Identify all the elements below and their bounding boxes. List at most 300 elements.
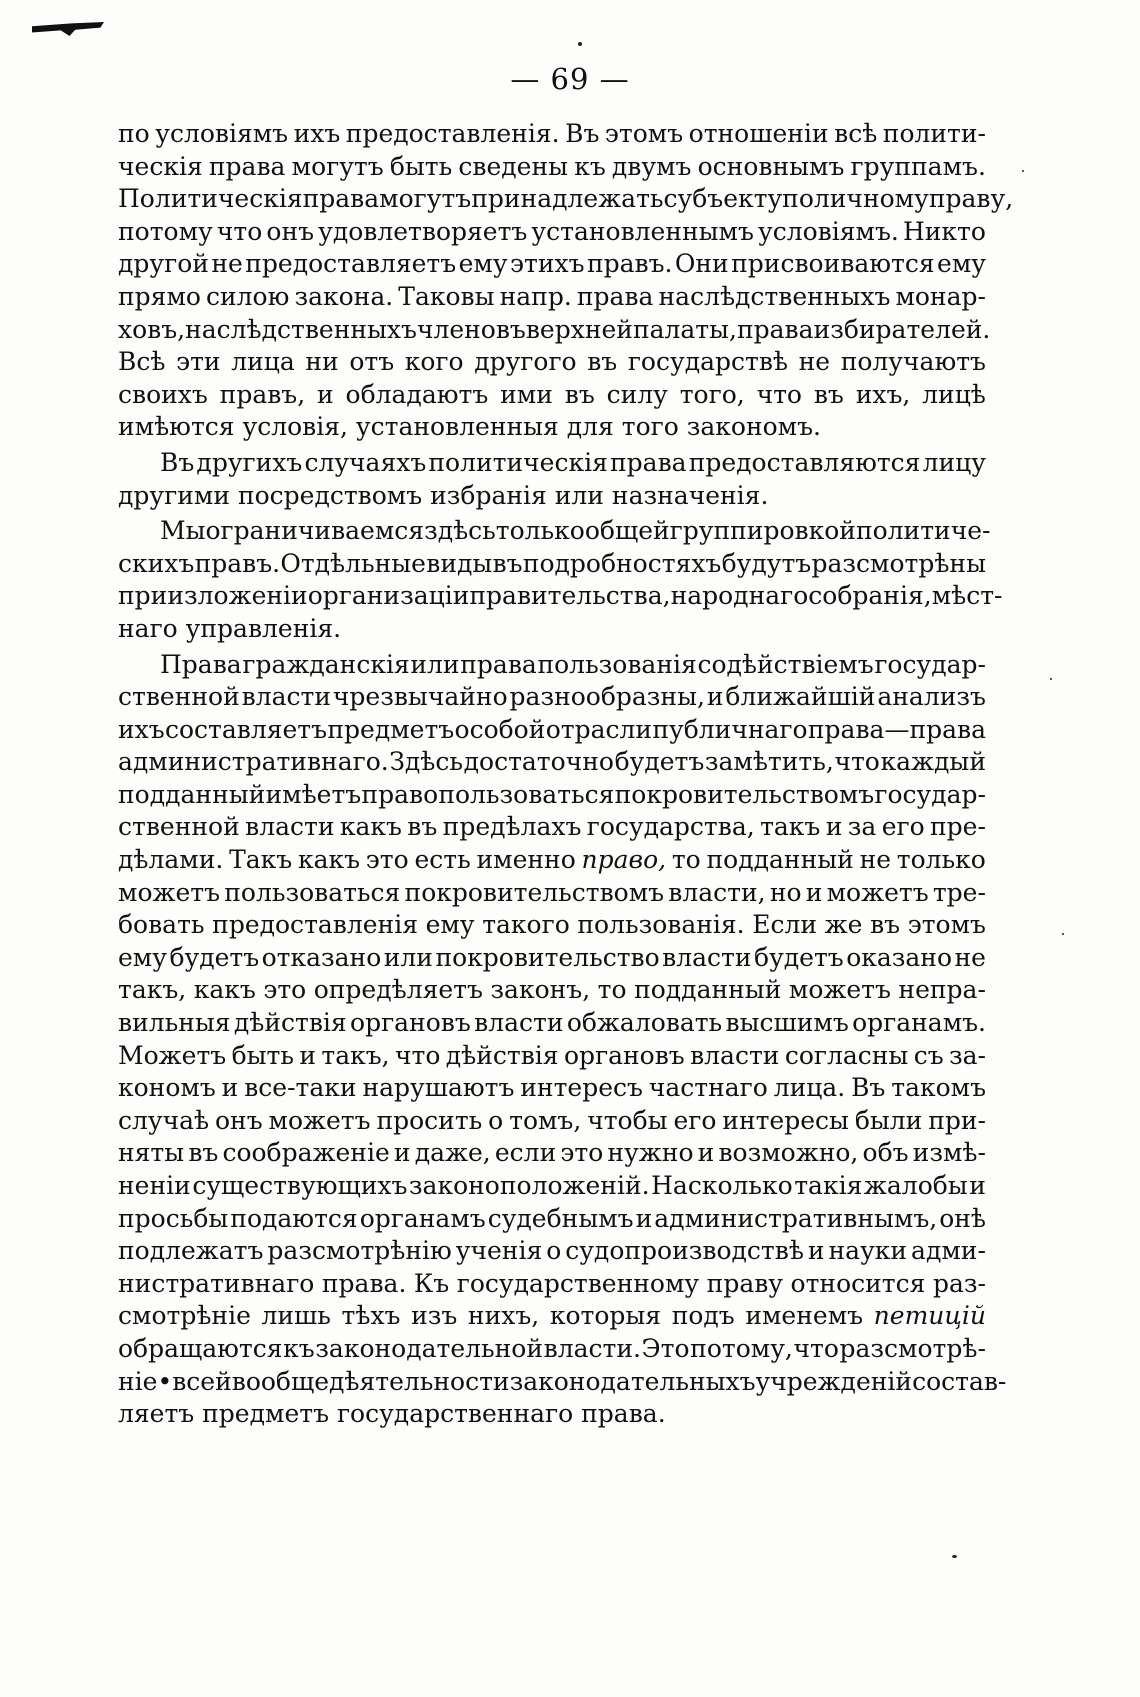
text-line (118, 151, 986, 184)
word: лица. (773, 1073, 846, 1103)
text-line (118, 379, 986, 412)
word: и (807, 1236, 825, 1266)
word: предѣлахъ (442, 812, 582, 842)
word: только (896, 845, 986, 875)
word: въ (407, 812, 438, 842)
word: эти (176, 347, 221, 377)
word: правъ. (194, 548, 281, 578)
word: предметъ (202, 1399, 329, 1429)
word: другими (118, 480, 230, 510)
word: напр. (499, 281, 572, 311)
word: нихъ, (467, 1301, 540, 1331)
word: такомъ (891, 1073, 986, 1103)
word: и (317, 379, 334, 409)
word: группамъ. (850, 151, 986, 181)
word: ственной (118, 682, 240, 712)
word: и (221, 1073, 239, 1103)
text-line (118, 974, 986, 1007)
word: личному (813, 184, 929, 214)
word: и (969, 1171, 986, 1200)
word: судопроизводствѣ (565, 1236, 804, 1266)
word: власти (241, 682, 331, 712)
word: права (610, 447, 687, 477)
word: частнаго (648, 1073, 768, 1103)
word: томъ, (509, 1105, 582, 1135)
word: лица (231, 347, 295, 377)
word: установленнымъ (531, 216, 754, 246)
word: существующихъ (192, 1171, 408, 1200)
word: ему (458, 249, 508, 279)
word: лицу (922, 447, 986, 477)
word: отношеніи (688, 119, 829, 148)
word: Это (641, 1333, 690, 1363)
text-line (118, 1398, 986, 1431)
word: права. (321, 1268, 407, 1298)
word: государ- (874, 649, 986, 679)
word: просить (376, 1105, 483, 1135)
word: посредствомъ (237, 480, 423, 510)
word: наго (118, 613, 178, 643)
word: случаяхъ (304, 447, 427, 477)
word: можетъ (788, 975, 891, 1005)
word: и (299, 1040, 316, 1070)
text-line (118, 118, 986, 151)
word: ближайшій (725, 682, 876, 712)
ink-speck (1050, 678, 1052, 680)
word: разсмотрѣ- (839, 1333, 986, 1363)
word: будутъ (721, 548, 812, 578)
word: Къ (413, 1268, 450, 1298)
word: Въ (851, 1073, 886, 1103)
text-line (118, 580, 1003, 613)
word: Если (752, 910, 818, 940)
word: власти, (668, 877, 766, 907)
word: пользованія. (577, 910, 745, 940)
word: этомъ (907, 910, 986, 940)
word: ляетъ (118, 1399, 195, 1429)
word: здѣсь (424, 516, 496, 546)
word: съ (913, 1040, 944, 1070)
word: можетъ (118, 877, 221, 907)
word: присвоиваются (731, 249, 935, 279)
word: быть (231, 1040, 294, 1070)
word: къ (283, 1333, 315, 1363)
word: достаточно (463, 747, 614, 777)
word: какъ (193, 975, 256, 1005)
word: чрезвычайно (332, 682, 508, 712)
word: закономъ. (686, 412, 821, 442)
word: именно (476, 845, 576, 875)
word: онѣ (939, 1203, 986, 1233)
word: все-таки (244, 1073, 357, 1103)
word: всей (172, 1366, 232, 1396)
word: ховъ, (118, 314, 186, 344)
text-line (118, 1300, 986, 1333)
word: какъ (297, 845, 361, 875)
word: Права (160, 649, 242, 679)
word: государственному (456, 1268, 700, 1298)
word: ему (118, 942, 167, 972)
ink-speck (1062, 933, 1064, 935)
text-line (118, 411, 986, 444)
word: по (782, 184, 814, 214)
word: нарушаютъ (362, 1073, 515, 1103)
word: сведены (458, 151, 569, 181)
word: избирателей. (813, 314, 991, 344)
word: дѣятельности (329, 1366, 510, 1396)
word: то (671, 845, 701, 875)
word: кого (404, 347, 464, 377)
word: основнымъ (697, 151, 845, 181)
text-line (118, 746, 986, 779)
word: мѣст- (931, 581, 1003, 611)
word: силою (206, 281, 290, 311)
word: изъ (411, 1301, 458, 1331)
word: имѣются (118, 412, 235, 442)
word: чтобы (587, 1105, 668, 1135)
word: соображеніе (222, 1138, 390, 1168)
word: что (834, 747, 880, 777)
word: дѣлами. (118, 845, 224, 875)
word: ихъ (293, 119, 341, 148)
word: полити- (882, 119, 986, 148)
word: публичнаго (652, 714, 808, 744)
word: власти (662, 942, 752, 972)
word: этомъ (604, 119, 684, 148)
word: будетъ (754, 942, 844, 972)
word: права (460, 649, 537, 679)
word: Въ (160, 447, 195, 477)
word: о (546, 1236, 562, 1266)
word: оказано (846, 942, 953, 972)
word: пользованія (537, 649, 697, 679)
word: случаѣ (118, 1105, 210, 1135)
word: такія (794, 1171, 863, 1200)
word: права (302, 184, 380, 214)
word: высшимъ (725, 1008, 849, 1038)
word: органовъ (350, 1008, 471, 1038)
word: Въ (565, 119, 600, 148)
word: и (635, 1203, 653, 1233)
text-line (118, 1040, 986, 1073)
word: пользоваться (224, 877, 401, 907)
word: народнаго (670, 581, 809, 611)
word: просьбы (118, 1203, 229, 1233)
word: непра- (898, 975, 986, 1005)
word: въ (564, 379, 595, 409)
word: условіямъ. (758, 216, 899, 246)
word: того, (679, 379, 745, 409)
word: отрасли (545, 714, 653, 744)
word: что (394, 1040, 441, 1070)
word: права—права (807, 714, 986, 744)
word: ему (937, 249, 986, 279)
word: могутъ (379, 184, 472, 214)
word: удовлетворяетъ (318, 216, 528, 246)
word: это (560, 1138, 604, 1168)
word: Таковы (398, 281, 495, 311)
word: законъ, (490, 975, 591, 1005)
word: власти (474, 1008, 564, 1038)
word: гражданскія (242, 649, 410, 679)
word: разнообразны, (509, 682, 705, 712)
word: будетъ (614, 747, 705, 777)
word: это (365, 845, 409, 875)
word: содѣйствіемъ (697, 649, 874, 679)
word: такого (482, 910, 570, 940)
word: потому (118, 216, 213, 246)
word: только (495, 516, 585, 546)
word: всѣ (834, 119, 878, 148)
text-line (118, 1203, 986, 1236)
word: такъ, (118, 975, 187, 1005)
word: что (756, 379, 802, 409)
word: и (805, 877, 823, 907)
text-line (118, 779, 986, 812)
word: государ- (874, 779, 986, 809)
word: тре- (932, 877, 986, 907)
word: или (410, 649, 460, 679)
word: субъекту (663, 184, 783, 214)
text-line (118, 1007, 986, 1040)
text-line (118, 613, 986, 646)
word: ихъ, (855, 379, 911, 409)
word: Политическія (118, 184, 303, 214)
word: назначенія. (611, 480, 769, 510)
word: разсмотрѣнію (267, 1236, 452, 1266)
paragraph (118, 118, 1014, 444)
word: правительства, (469, 581, 671, 611)
word: при- (928, 1105, 986, 1135)
word: можетъ (826, 877, 929, 907)
word: измѣ- (912, 1138, 986, 1168)
word: составляетъ (164, 714, 328, 744)
word: изложеніи (167, 581, 308, 611)
word: общей (584, 516, 670, 546)
word: праву (706, 1268, 784, 1298)
word: интересы (722, 1105, 849, 1135)
word: получаютъ (840, 347, 986, 377)
word: относится (790, 1268, 926, 1298)
text-line (118, 877, 986, 910)
word: власти (245, 812, 335, 842)
word: власти (690, 1040, 780, 1070)
word: какъ (339, 812, 402, 842)
word: не (954, 942, 986, 972)
word: своихъ (118, 379, 208, 409)
text-line (118, 1366, 1007, 1399)
word: его (881, 812, 925, 842)
word: Мы (160, 516, 206, 546)
word: имѣетъ (265, 779, 362, 809)
word: за (847, 812, 877, 842)
text-line (118, 1170, 986, 1203)
word: были (854, 1105, 923, 1135)
text-line (118, 216, 986, 249)
word: установленныя (355, 412, 559, 442)
word: лицѣ (922, 379, 986, 409)
word: ими (500, 379, 553, 409)
word: Здѣсь (389, 747, 463, 777)
word: подданный (706, 845, 854, 875)
word: этихъ (510, 249, 585, 279)
word: Всѣ (118, 347, 166, 377)
word: особой (454, 714, 546, 744)
word: дѣйствія (445, 1040, 559, 1070)
word: палаты, (632, 314, 737, 344)
text-line (118, 1105, 986, 1138)
word: предоставленія (212, 910, 418, 940)
word: органовъ (563, 1040, 685, 1070)
word: предоставленія. (345, 119, 560, 148)
word: что (793, 1333, 839, 1363)
word: быть (389, 151, 453, 181)
word: административнымъ, (654, 1203, 938, 1233)
word: Можетъ (118, 1040, 227, 1070)
word: государства, (586, 812, 755, 842)
word: дѣйствія (233, 1008, 347, 1038)
word: по (118, 119, 150, 148)
text-line (118, 183, 1014, 216)
word: неніи (118, 1171, 191, 1200)
word: права (576, 281, 654, 311)
word: состав- (912, 1366, 1007, 1396)
ink-speck (1022, 170, 1024, 172)
word: предоставляетъ (245, 249, 457, 279)
text-line (118, 649, 986, 682)
word: прямо (118, 281, 201, 311)
word: условія, (242, 412, 348, 442)
text-line (118, 909, 986, 942)
word: отказано (261, 942, 382, 972)
word: обращаются (118, 1333, 283, 1363)
word: виды (426, 548, 493, 578)
word: членовъ (416, 314, 526, 344)
word: могутъ (291, 151, 384, 181)
word: за- (949, 1040, 986, 1070)
word: группировкой (669, 516, 856, 546)
word: ограничиваемся (205, 516, 425, 546)
word: опредѣляетъ (313, 975, 483, 1005)
word: не (798, 347, 831, 377)
word: государственнаго (336, 1399, 574, 1429)
word: кономъ (118, 1073, 216, 1103)
text-line (118, 844, 986, 877)
text-line (118, 1235, 986, 1268)
word: и (393, 1138, 411, 1168)
text-line (118, 714, 986, 747)
word: онъ (266, 216, 315, 246)
word: законодательныхъ (509, 1366, 756, 1396)
word: Такъ (229, 845, 293, 875)
word: покровительствомъ (614, 779, 875, 809)
word: подробностяхъ (522, 548, 722, 578)
word: или (554, 480, 604, 510)
body-text (118, 118, 1014, 1431)
word: Насколько (651, 1171, 793, 1200)
word: обжаловать (566, 1008, 723, 1038)
paragraph (118, 515, 1003, 645)
ink-speck (952, 1555, 957, 1558)
word: разсмотрѣны (811, 548, 986, 578)
italic-word: право, (581, 845, 667, 875)
word: онъ (215, 1105, 263, 1135)
word: вильныя (118, 1008, 231, 1038)
word: это (263, 975, 307, 1005)
word: ученія (455, 1236, 543, 1266)
text-line (118, 281, 986, 314)
word: отъ (349, 347, 395, 377)
word: подданный (634, 975, 782, 1005)
word: нужно (607, 1138, 694, 1168)
word: монар- (895, 281, 986, 311)
word: тѣхъ (341, 1301, 401, 1331)
word: Отдѣльные (280, 548, 426, 578)
word: ніе• (118, 1366, 173, 1396)
word: права (736, 314, 814, 344)
word: подъ (671, 1301, 735, 1331)
word: въ (870, 910, 901, 940)
word: адми- (911, 1236, 986, 1266)
word: избранія (430, 480, 547, 510)
word: интересъ (520, 1073, 643, 1103)
word: учрежденій (755, 1366, 913, 1396)
word: ственной (118, 812, 240, 842)
word: государствѣ (627, 347, 788, 377)
word: если (494, 1138, 557, 1168)
word: для (566, 412, 614, 442)
word: каждый (880, 747, 986, 777)
word: того (621, 412, 679, 442)
word: ему (425, 910, 475, 940)
word: скихъ (118, 548, 195, 578)
word: и (706, 682, 724, 712)
word: которыя (549, 1301, 662, 1331)
word: именемъ (745, 1301, 864, 1331)
text-line (118, 548, 986, 581)
word: права (208, 151, 286, 181)
word: права. (581, 1399, 666, 1429)
word: наслѣдственныхъ (185, 314, 417, 344)
ink-speck (578, 42, 582, 46)
word: будетъ (169, 942, 260, 972)
word: административнаго. (118, 747, 389, 777)
word: въ (492, 548, 523, 578)
word: нистративнаго (118, 1268, 315, 1298)
word: или (383, 942, 433, 972)
word: наслѣдственныхъ (658, 281, 891, 311)
text-line (118, 248, 986, 281)
paragraph (118, 649, 1007, 1431)
word: ни (305, 347, 339, 377)
text-line (118, 314, 991, 347)
word: пре- (930, 812, 986, 842)
word: лишь (261, 1301, 331, 1331)
word: подлежатъ (118, 1236, 264, 1266)
word: къ (574, 151, 606, 181)
word: власти. (543, 1333, 641, 1363)
word: верхней (525, 314, 633, 344)
text-line (118, 942, 986, 975)
text-line (118, 1268, 986, 1301)
italic-word: петицій (873, 1301, 986, 1331)
word: условіямъ (155, 119, 289, 148)
word: предметъ (327, 714, 455, 744)
word: же (824, 910, 863, 940)
word: при (118, 581, 168, 611)
word: анализъ (877, 682, 986, 712)
ink-smudge (32, 22, 104, 36)
